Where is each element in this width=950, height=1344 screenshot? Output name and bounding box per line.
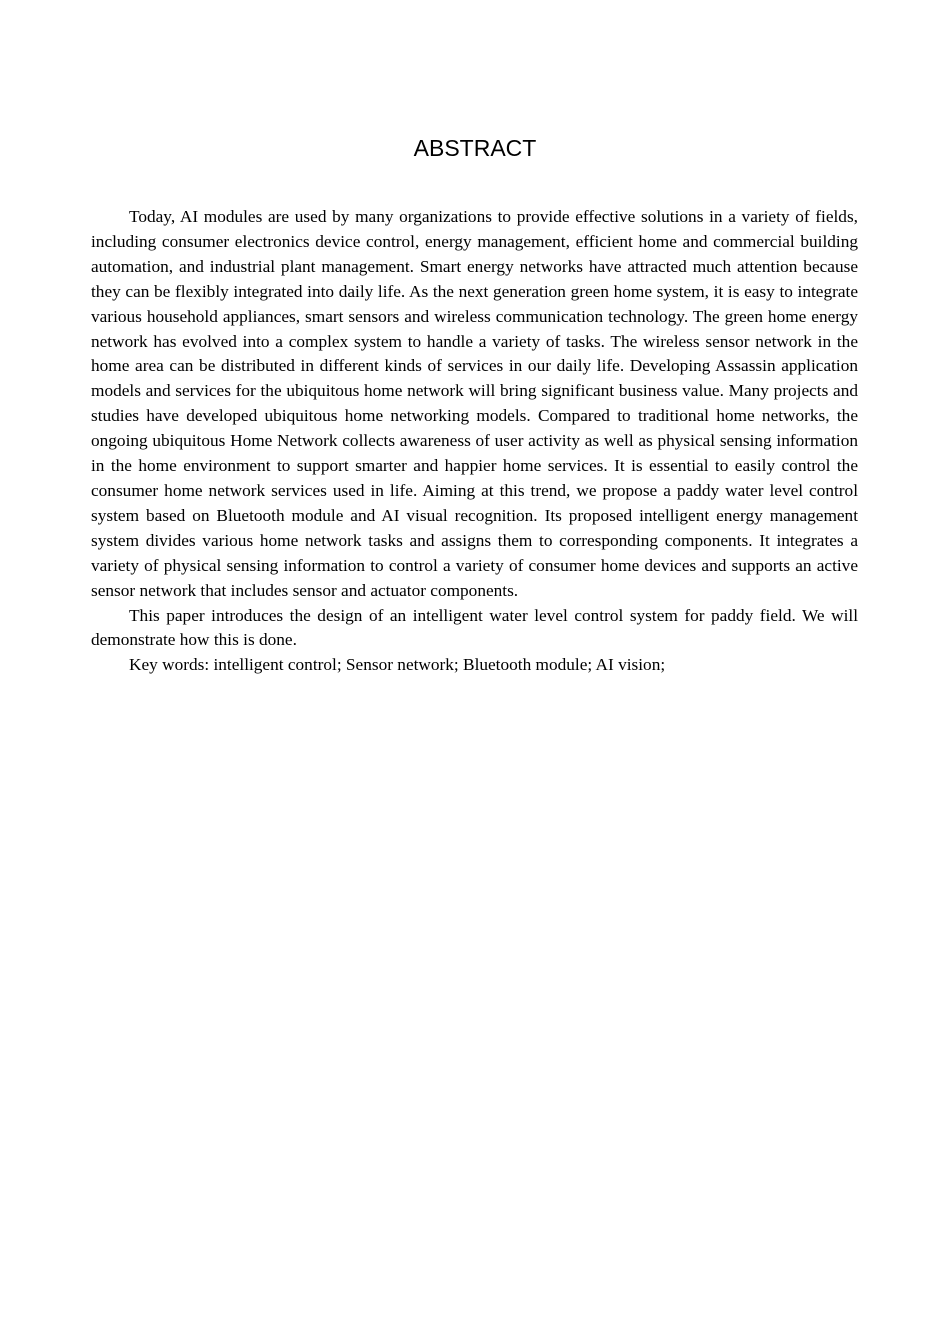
abstract-title: ABSTRACT — [413, 135, 537, 161]
keywords-line: Key words: intelligent control; Sensor network; Bluetooth module; AI vision; — [129, 655, 666, 675]
abstract-body — [91, 205, 858, 678]
abstract-paragraph-1: Today, AI modules are used by many organizations to provide effective solutions in a variety of fields, including consumer electronics device control, energy management, efficient home and commercial building automation, and industrial plant management. Smart energy networks have attracted much attention because they can be flexibly integrated into daily life. As the next generation green home system, it is easy to integrate various household appliances, smart sensors and wireless communication technology. The green home energy network has evolved into a complex system to handle a variety of tasks. The wireless sensor network in the home area can be distributed in different kinds of services in our daily life. Developing Assassin application models and services for the ubiquitous home network will bring significant business value. Many projects and studies have developed ubiquitous home networking models. Compared to traditional home networks, the ongoing ubiquitous Home Network collects awareness of user activity as well as physical sensing information in the home environment to support smarter and happier home services. It is essential to easily control the consumer home network services used in life. Aiming at this trend, we propose a paddy water level control system based on Bluetooth module and AI visual recognition. Its proposed intelligent energy management system divides various home network tasks and assigns them to corresponding components. It integrates a variety of physical sensing information to control a variety of consumer home devices and supports an active sensor network that includes sensor and actuator components. — [91, 207, 858, 600]
abstract-paragraph-2: This paper introduces the design of an intelligent water level control system for paddy field. We will demonstrate how this is done. — [91, 605, 858, 650]
